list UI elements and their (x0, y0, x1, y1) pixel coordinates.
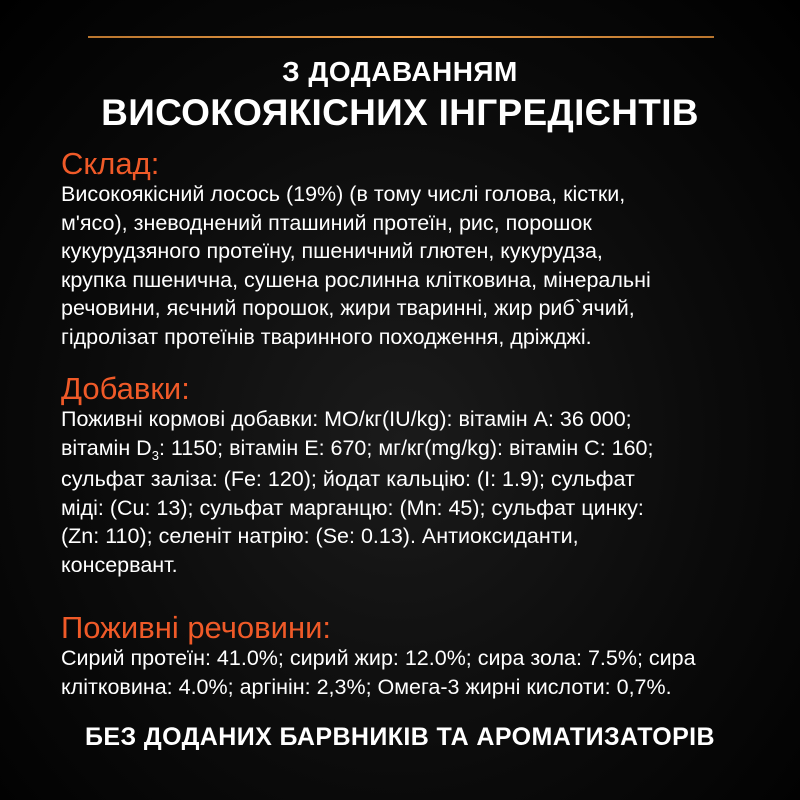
composition-text (61, 180, 761, 351)
additives-title: Добавки: (61, 371, 190, 406)
composition-line: Високоякісний лосось (19%) (в тому числі голова, кістки, (61, 182, 626, 206)
nutrients-section (61, 612, 761, 701)
composition-line: гідролізат протеїнів тваринного походження, дріжджі. (61, 324, 592, 349)
additives-section (61, 373, 761, 579)
nutrients-title: Поживні речовини: (61, 610, 331, 645)
additives-line: міді: (Cu: 13); сульфат марганцю: (Mn: 45); сульфат цинку: (61, 495, 644, 520)
composition-line: речовини, яєчний порошок, жири тваринні, жир риб`ячий, (61, 296, 635, 320)
composition-title: Склад: (61, 146, 160, 181)
composition-section (61, 148, 761, 351)
additives-text (61, 405, 761, 579)
vitamin-d-label: вітамін D (61, 435, 152, 460)
composition-line: кукурудзяного протеїну, пшеничний глютен, кукурудза, (61, 239, 603, 263)
nutrients-text (61, 644, 761, 701)
composition-line: м'ясо), зневоднений пташиний протеїн, рис, порошок (61, 210, 592, 235)
top-divider (88, 36, 714, 38)
additives-line: консервант. (61, 552, 178, 577)
nutrients-line: клітковина: 4.0%; аргінін: 2,3%; Омега-3 жирні кислоти: 0,7%. (61, 674, 672, 699)
composition-line: крупка пшенична, сушена рослинна клітковина, мінеральні (61, 267, 651, 292)
additives-line: (Zn: 110); селеніт натрію: (Se: 0.13). Антиоксиданти, (61, 524, 579, 548)
headline-line-1: З ДОДАВАННЯМ (282, 56, 518, 87)
headline-line-2: ВИСОКОЯКІСНИХ ІНГРЕДІЄНТІВ (101, 92, 699, 133)
footer-claim: БЕЗ ДОДАНИХ БАРВНИКІВ ТА АРОМАТИЗАТОРІВ (85, 723, 715, 751)
additives-line: Поживні кормові добавки: МО/кг(IU/kg): вітамін А: 36 000; (61, 407, 632, 431)
additives-line-vitamin-d (61, 434, 761, 466)
nutrients-line: Сирий протеїн: 41.0%; сирий жир: 12.0%; сира зола: 7.5%; сира (61, 646, 696, 670)
vitamin-d-subscript: 3 (151, 447, 159, 463)
additives-line-2-rest: : 1150; вітамін Е: 670; мг/кг(mg/kg): вітамін С: 160; (158, 435, 654, 460)
additives-line: сульфат заліза: (Fe: 120); йодат кальцію: (I: 1.9); сульфат (61, 467, 635, 491)
